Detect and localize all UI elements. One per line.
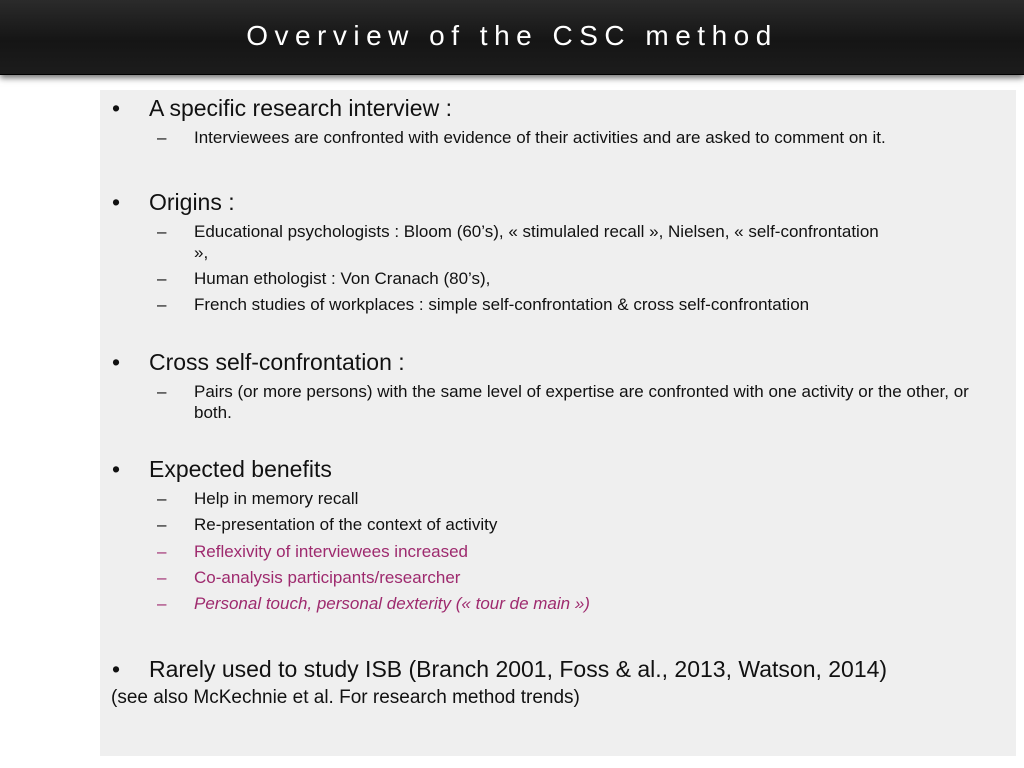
bullet-glyph: • <box>112 189 121 215</box>
dash-glyph: – <box>157 269 167 288</box>
slide-content <box>100 90 1016 756</box>
sub-item-text: Educational psychologists : Bloom (60’s), « stimulaled recall », Nielsen, « self-confrontation », <box>194 222 879 262</box>
dash-glyph: – <box>157 542 167 561</box>
sub-item-text: French studies of workplaces : simple self-confrontation & cross self-confrontation <box>194 295 810 314</box>
dash-glyph: – <box>157 222 167 241</box>
dash-glyph: – <box>157 515 167 534</box>
footnote: (see also McKechnie et al. For research method trends) <box>111 687 580 708</box>
title-bar <box>0 0 1024 75</box>
bullet-rarely-text: Rarely used to study ISB (Branch 2001, Foss & al., 2013, Watson, 2014) <box>149 656 888 682</box>
sub-item-text: Human ethologist : Von Cranach (80’s), <box>194 269 491 288</box>
bullet-glyph: • <box>112 456 121 482</box>
sub-item-text: Co-analysis participants/researcher <box>194 568 461 587</box>
bullet-interview-text: A specific research interview : <box>149 95 452 121</box>
dash-glyph: – <box>157 489 167 508</box>
dash-glyph: – <box>157 295 167 314</box>
bullet-cross-text: Cross self-confrontation : <box>149 349 405 375</box>
slide-title: Overview of the CSC method <box>246 20 778 51</box>
dash-glyph: – <box>157 382 167 401</box>
dash-glyph: – <box>157 594 167 613</box>
dash-glyph: – <box>157 568 167 587</box>
bullet-benefits-text: Expected benefits <box>149 456 332 482</box>
sub-item-text: Interviewees are confronted with evidence of their activities and are asked to comment on it. <box>194 128 886 147</box>
bullet-glyph: • <box>112 656 121 682</box>
sub-item-text: Reflexivity of interviewees increased <box>194 542 469 561</box>
sub-item-text: Pairs (or more persons) with the same level of expertise are confronted with one activity or the other, or both. <box>194 382 969 422</box>
sub-item-text: Help in memory recall <box>194 489 359 508</box>
sub-item-text: Re-presentation of the context of activity <box>194 515 498 534</box>
bullet-glyph: • <box>112 349 121 375</box>
bullet-origins-text: Origins : <box>149 189 235 215</box>
dash-glyph: – <box>157 128 167 147</box>
bullet-glyph: • <box>112 95 121 121</box>
sub-item-text: Personal touch, personal dexterity (« tour de main ») <box>194 594 590 613</box>
